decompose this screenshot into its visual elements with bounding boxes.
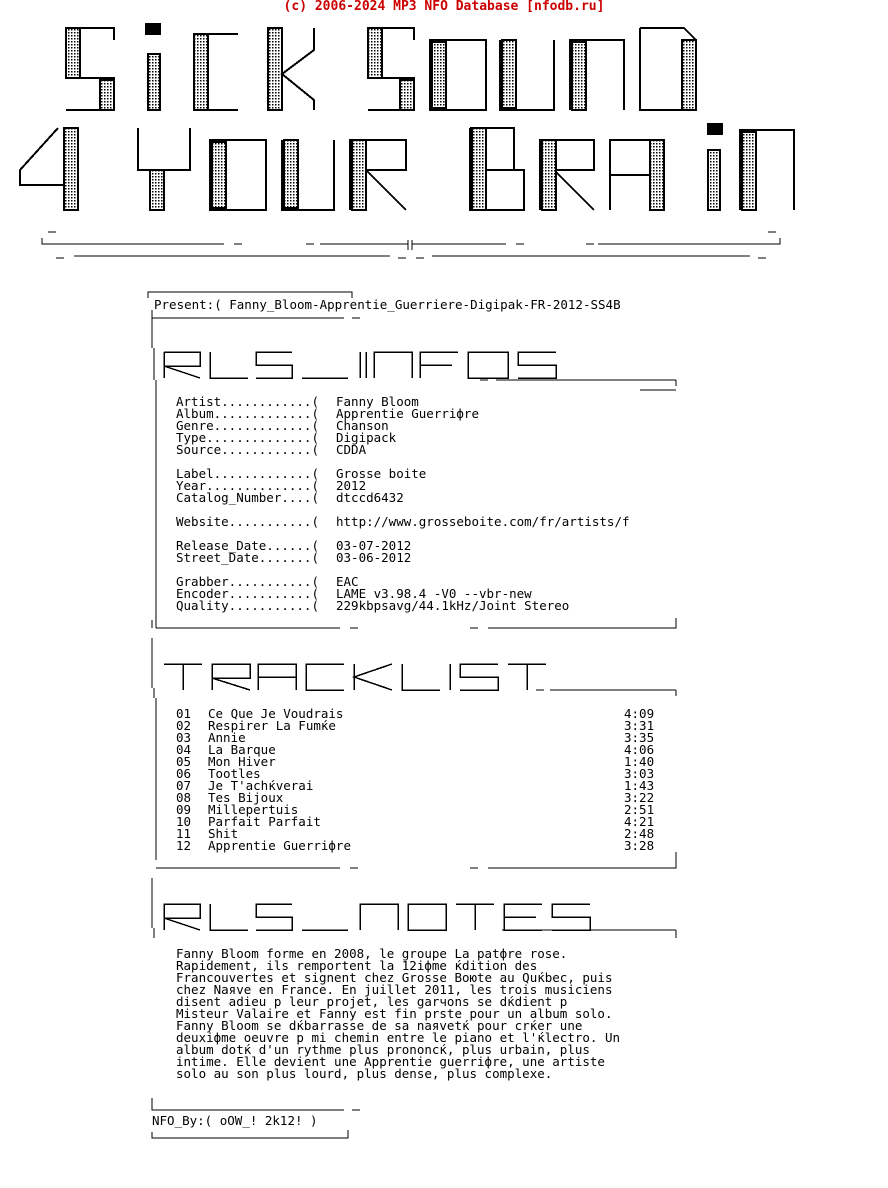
track-duration: 1:43 xyxy=(624,778,655,793)
section-title-tracklist-text: TRACKLIST xyxy=(152,660,158,661)
info-value: CDDA xyxy=(336,442,367,457)
track-duration: 3:28 xyxy=(624,838,655,853)
track-duration: 4:21 xyxy=(624,814,655,829)
banner-rule xyxy=(38,228,788,264)
track-number: 01 xyxy=(176,706,192,721)
nfo-by-line xyxy=(148,1113,318,1139)
track-number: 02 xyxy=(176,718,192,733)
info-key: Album.............( xyxy=(176,406,319,421)
info-key: Grabber...........( xyxy=(176,574,319,589)
track-title: Ce Que Je Voudrais xyxy=(208,706,344,721)
track-number: 11 xyxy=(176,826,192,841)
banner-logo xyxy=(14,20,814,220)
section-title-infos-text: RLS_INFOS xyxy=(152,348,158,349)
notes-line: Misteur Valaire et Fanny est fin prѕte pour un album solo. xyxy=(176,1006,613,1021)
track-duration: 2:51 xyxy=(624,802,655,817)
info-value: 03-06-2012 xyxy=(336,550,412,565)
track-number: 03 xyxy=(176,730,192,745)
info-key: Label.............( xyxy=(176,466,319,481)
notes-line: chez Naяve en France. En juillet 2011, les trois musiciens xyxy=(176,982,613,997)
track-number: 10 xyxy=(176,814,192,829)
info-value: LAME v3.98.4 -V0 --vbr-new xyxy=(336,586,532,601)
info-key: Type..............( xyxy=(176,430,319,445)
track-list xyxy=(176,708,654,852)
info-value: http://www.grosseboite.com/fr/artists/f xyxy=(336,514,630,529)
track-title: Apprentie Guerriфre xyxy=(208,838,351,853)
track-number: 08 xyxy=(176,790,192,805)
info-key: Website...........( xyxy=(176,514,319,529)
info-row xyxy=(176,516,630,528)
info-row xyxy=(176,492,630,504)
info-value: 229kbpsavg/44.1kHz/Joint Stereo xyxy=(336,598,570,613)
info-value: 2012 xyxy=(336,478,367,493)
info-value: Apprentie Guerriфre xyxy=(336,406,479,421)
section-title-notes-text: RLS_NOTES xyxy=(152,900,158,901)
info-value: Fanny Bloom xyxy=(336,394,419,409)
track-title: Je T'achќverai xyxy=(208,778,314,793)
notes-line: album dotќ d'un rythme plus prononcќ, plus urbain, plus xyxy=(176,1042,590,1057)
track-row xyxy=(176,840,654,852)
info-key: Street_Date.......( xyxy=(176,550,319,565)
info-key: Year..............( xyxy=(176,478,319,493)
track-number: 06 xyxy=(176,766,192,781)
nfo-by-text: NFO_By:( oOW_! 2k12! ) xyxy=(152,1113,318,1128)
track-duration: 3:35 xyxy=(624,730,655,745)
track-number: 07 xyxy=(176,778,192,793)
release-info-list xyxy=(176,396,630,612)
track-title: Parfait Parfait xyxy=(208,814,321,829)
copyright-header: (c) 2006-2024 MP3 NFO Database [nfodb.ru] xyxy=(283,0,605,14)
notes-line: intime. Elle devient une Apprentie guerriфre, une artiste xyxy=(176,1054,605,1069)
info-value: Grosse boite xyxy=(336,466,427,481)
section-title-notes xyxy=(152,900,682,940)
info-row xyxy=(176,444,630,456)
track-duration: 4:06 xyxy=(624,742,655,757)
track-number: 09 xyxy=(176,802,192,817)
present-line xyxy=(148,297,621,323)
track-title: Respirer La Fumќe xyxy=(208,718,336,733)
track-title: La Barque xyxy=(208,742,276,757)
notes-line: Francouvertes et signent chez Grosse Boюte au Quќbec, puis xyxy=(176,970,613,985)
track-duration: 3:31 xyxy=(624,718,655,733)
track-row xyxy=(176,720,654,732)
track-duration: 4:09 xyxy=(624,706,655,721)
notes-line: Fanny Bloom se dќbarrasse de sa naяvetќ pour crќer une xyxy=(176,1018,583,1033)
track-number: 04 xyxy=(176,742,192,757)
info-key: Source............( xyxy=(176,442,319,457)
track-title: Mon Hiver xyxy=(208,754,276,769)
info-key: Release_Date......( xyxy=(176,538,319,553)
track-row xyxy=(176,816,654,828)
track-title: Tootles xyxy=(208,766,261,781)
info-value: EAC xyxy=(336,574,359,589)
info-key: Encoder...........( xyxy=(176,586,319,601)
track-title: Annie xyxy=(208,730,246,745)
track-duration: 3:03 xyxy=(624,766,655,781)
info-value: 03-07-2012 xyxy=(336,538,412,553)
info-key: Artist............( xyxy=(176,394,319,409)
info-row xyxy=(176,600,630,612)
section-title-tracklist xyxy=(152,660,682,700)
release-notes xyxy=(176,948,676,1080)
track-duration: 1:40 xyxy=(624,754,655,769)
info-value: Chanson xyxy=(336,418,389,433)
info-row xyxy=(176,552,630,564)
present-text: Present:( Fanny_Bloom-Apprentie_Guerriere-Digipak-FR-2012-SS4B xyxy=(154,297,621,312)
info-value: Digipack xyxy=(336,430,397,445)
track-number: 05 xyxy=(176,754,192,769)
notes-line: deuxiфme oeuvre р mi chemin entre le piano et l'ќlectro. Un xyxy=(176,1030,621,1045)
track-title: Millepertuis xyxy=(208,802,299,817)
notes-line: solo au son plus lourd, plus dense, plus complexe. xyxy=(176,1066,553,1081)
track-title: Shit xyxy=(208,826,239,841)
info-key: Genre.............( xyxy=(176,418,319,433)
track-duration: 3:22 xyxy=(624,790,655,805)
track-title: Tes Bijoux xyxy=(208,790,284,805)
info-key: Catalog_Number....( xyxy=(176,490,319,505)
notes-line: Rapidement, ils remportent la 12iфme ќdition des xyxy=(176,958,538,973)
notes-line: disent adieu р leur projet, les garчons se dќdient р xyxy=(176,994,568,1009)
track-number: 12 xyxy=(176,838,192,853)
notes-line: Fanny Bloom forme en 2008, le groupe La patфre rose. xyxy=(176,946,568,961)
section-title-infos xyxy=(152,348,682,388)
track-duration: 2:48 xyxy=(624,826,655,841)
info-key: Quality...........( xyxy=(176,598,319,613)
info-value: dtccd6432 xyxy=(336,490,404,505)
